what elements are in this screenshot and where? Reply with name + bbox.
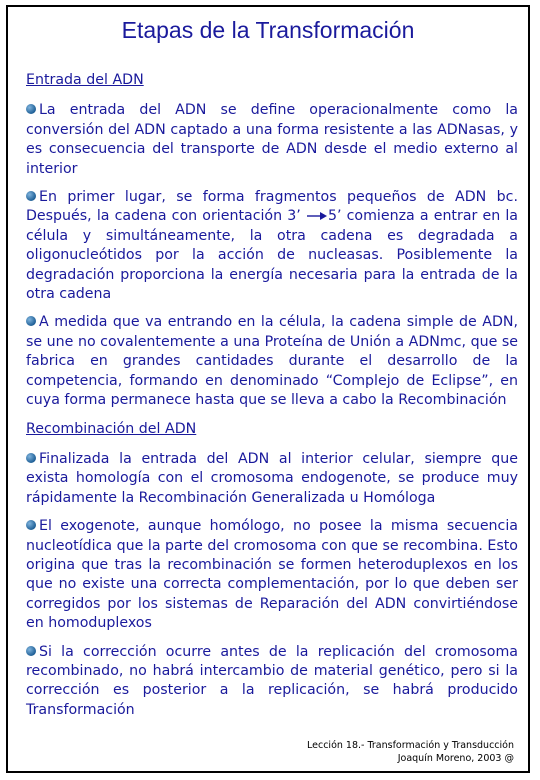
paragraph-entrada-3: [26, 313, 518, 410]
paragraph-text: La entrada del ADN se define operacionalmente como la conversión del ADN captado a una forma resistente a las ADNasas, y es consecuencia del transporte de ADN desde el medio externo al interior: [26, 102, 518, 177]
footer-author: Joaquín Moreno, 2003 @: [397, 753, 514, 764]
slide-title: Etapas de la Transformación: [121, 17, 415, 43]
paragraph-recombinacion-1: [26, 450, 518, 508]
slide-content: [26, 71, 518, 729]
blue-sphere-bullet-icon: [26, 104, 36, 114]
blue-sphere-bullet-icon: [26, 191, 36, 201]
blue-sphere-bullet-icon: [26, 520, 36, 530]
paragraph-text: Finalizada la entrada del ADN al interior celular, siempre que exista homología con el cromosoma endogenote, se produce muy rápidamente la Recombinación Generalizada u Homóloga: [26, 450, 518, 506]
blue-sphere-bullet-icon: [26, 453, 36, 463]
paragraph-recombinacion-2: [26, 517, 518, 633]
paragraph-text-before-arrow: En primer lugar, se forma fragmentos pequeños de ADN bc. Después, la cadena con orientación 3’: [26, 189, 518, 225]
paragraph-text: A medida que va entrando en la célula, la cadena simple de ADN, se une no covalentemente a una Proteína de Unión a ADNmc, que se fabrica en grandes cantidades durante el desarrollo de la competencia, formando en denominado “Complejo de Eclipse”, en cuya forma permanece hasta que se lleva a cabo la Recombinación: [26, 314, 518, 409]
section-heading-entrada: Entrada del ADN: [26, 72, 144, 88]
footer-lesson: Lección 18.- Transformación y Transducción: [307, 740, 514, 751]
paragraph-entrada-2: [26, 188, 518, 304]
slide-frame: [6, 5, 530, 773]
blue-sphere-bullet-icon: [26, 316, 36, 326]
blue-sphere-bullet-icon: [26, 646, 36, 656]
paragraph-entrada-1: [26, 101, 518, 179]
slide-footer: [307, 739, 514, 765]
paragraph-text: El exogenote, aunque homólogo, no posee la misma secuencia nucleotídica que la parte del cromosoma con que se recombina. Esto origina que tras la recombinación se formen heteroduplexos en los que no existe una correcta complementación, por lo que deben ser corregidos por los sistemas de Reparación del ADN convirtiéndose en homoduplexos: [26, 518, 518, 632]
right-arrow-icon: [306, 211, 328, 221]
paragraph-recombinacion-3: [26, 643, 518, 721]
paragraph-text: Si la corrección ocurre antes de la replicación del cromosoma recombinado, no habrá intercambio de material genético, pero si la corrección es posterior a la replicación, se habrá producido Transformación: [26, 643, 518, 718]
paragraph-text-after-arrow: 5’ comienza a entrar en la célula y simultáneamente, la otra cadena es degradada a oligonucleótidos por la acción de nucleasas. Posiblemente la degradación proporciona la energía necesaria para la entrada de la otra cadena: [26, 208, 518, 303]
section-heading-recombinacion: Recombinación del ADN: [26, 420, 197, 437]
